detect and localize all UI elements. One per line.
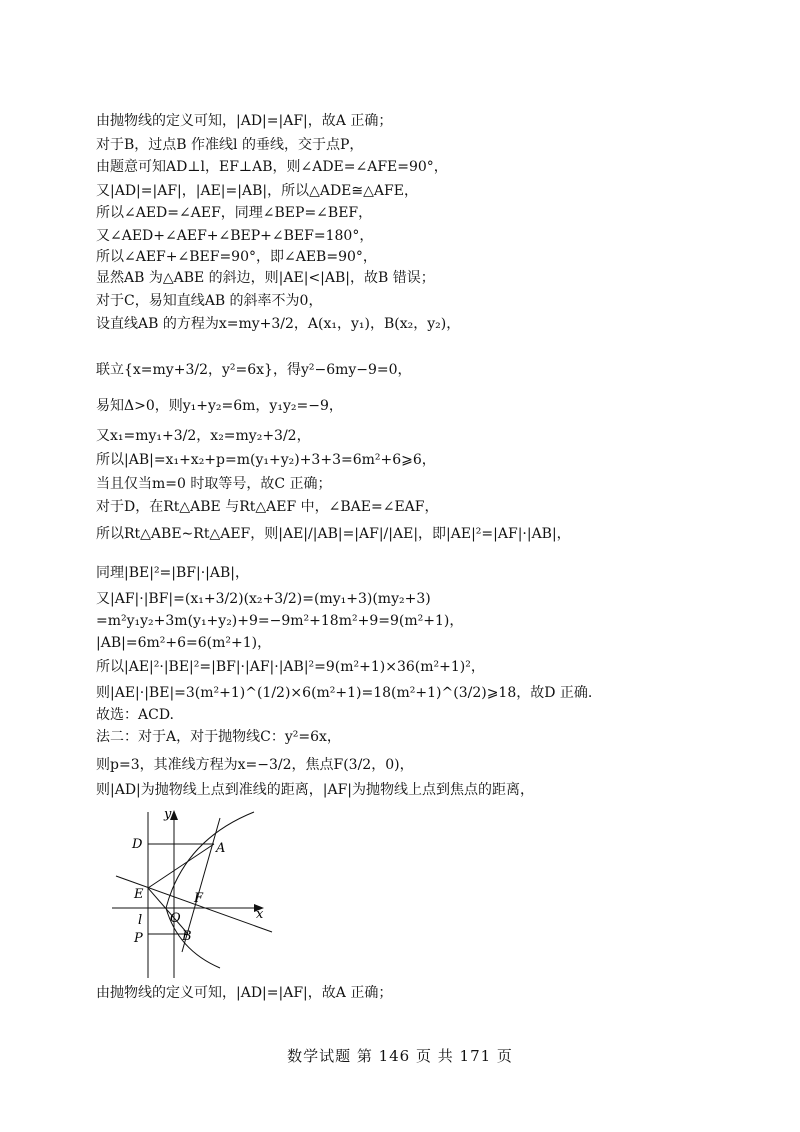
text-line: 显然AB 为△ABE 的斜边，则|AE|<|AB|，故B 错误； (96, 270, 435, 286)
label-x: x (256, 907, 264, 922)
parabola-figure (104, 800, 274, 980)
text-line: 同理|BE|²=|BF|·|AB|， (96, 565, 250, 581)
text-line: 又|AD|=|AF|，|AE|=|AB|，所以△ADE≅△AFE， (96, 183, 418, 199)
text-line: 设直线AB 的方程为x=my+3/2，A(x₁，y₁)，B(x₂，y₂)， (96, 316, 461, 332)
label-e: E (134, 887, 144, 902)
label-b: B (182, 929, 192, 944)
text-line: 故选：ACD. (96, 707, 174, 723)
segment-ea (148, 844, 214, 888)
text-line: 当且仅当m=0 时取等号，故C 正确； (96, 476, 332, 492)
text-line: 对于C，易知直线AB 的斜率不为0， (96, 293, 323, 309)
text-line: 又∠AED+∠AEF+∠BEP+∠BEF=180°， (96, 228, 374, 244)
text-line: 则|AD|为抛物线上点到准线的距离，|AF|为抛物线上点到焦点的距离， (96, 782, 535, 798)
text-line: 联立{x=my+3/2，y²=6x}，得y²−6my−9=0， (96, 362, 412, 378)
text-line: 由抛物线的定义可知，|AD|=|AF|，故A 正确； (96, 985, 393, 1001)
text-line: 又|AF|·|BF|=(x₁+3/2)(x₂+3/2)=(my₁+3)(my₂+3) (96, 591, 431, 607)
text-line: 所以Rt△ABE∼Rt△AEF，则|AE|/|AB|=|AF|/|AE|，即|AE|²=|AF|·|AB|， (96, 526, 571, 542)
page-footer: 数学试题 第 146 页 共 171 页 (287, 1047, 513, 1065)
text-line: 所以∠AEF+∠BEF=90°，即∠AEB=90°， (96, 249, 377, 265)
text-line: 法二：对于A，对于抛物线C：y²=6x， (96, 729, 341, 745)
label-a: A (216, 841, 226, 856)
text-line: 易知Δ>0，则y₁+y₂=6m，y₁y₂=−9， (96, 398, 343, 414)
text-line: |AB|=6m²+6=6(m²+1)， (96, 635, 272, 651)
text-line: 所以|AB|=x₁+x₂+p=m(y₁+y₂)+3+3=6m²+6⩾6， (96, 452, 436, 468)
label-d: D (132, 837, 143, 852)
text-line: 由题意可知AD⊥l，EF⊥AB，则∠ADE=∠AFE=90°， (96, 159, 448, 175)
parabola-curve (166, 812, 254, 968)
text-line: 由抛物线的定义可知，|AD|=|AF|，故A 正确； (96, 113, 393, 129)
label-o: O (170, 911, 181, 926)
text-line: 所以∠AED=∠AEF，同理∠BEP=∠BEF， (96, 205, 373, 221)
text-line: 所以|AE|²·|BE|²=|BF|·|AF|·|AB|²=9(m²+1)×36(m²+1)²， (96, 659, 485, 675)
text-line: =m²y₁y₂+3m(y₁+y₂)+9=−9m²+18m²+9=9(m²+1)， (96, 613, 464, 629)
label-f: F (194, 891, 204, 906)
text-line: 又x₁=my₁+3/2，x₂=my₂+3/2， (96, 428, 311, 444)
label-p: P (134, 931, 143, 946)
text-line: 对于D，在Rt△ABE 与Rt△AEF 中，∠BAE=∠EAF， (96, 499, 439, 515)
label-l: l (138, 913, 143, 928)
text-line: 则|AE|·|BE|=3(m²+1)^(1/2)×6(m²+1)=18(m²+1)^(3/2)⩾18，故D 正确. (96, 685, 593, 701)
text-line: 则p=3，其准线方程为x=−3/2，焦点F(3/2，0)， (96, 757, 414, 773)
label-y: y (164, 807, 172, 822)
text-line: 对于B，过点B 作准线l 的垂线，交于点P， (96, 137, 364, 153)
